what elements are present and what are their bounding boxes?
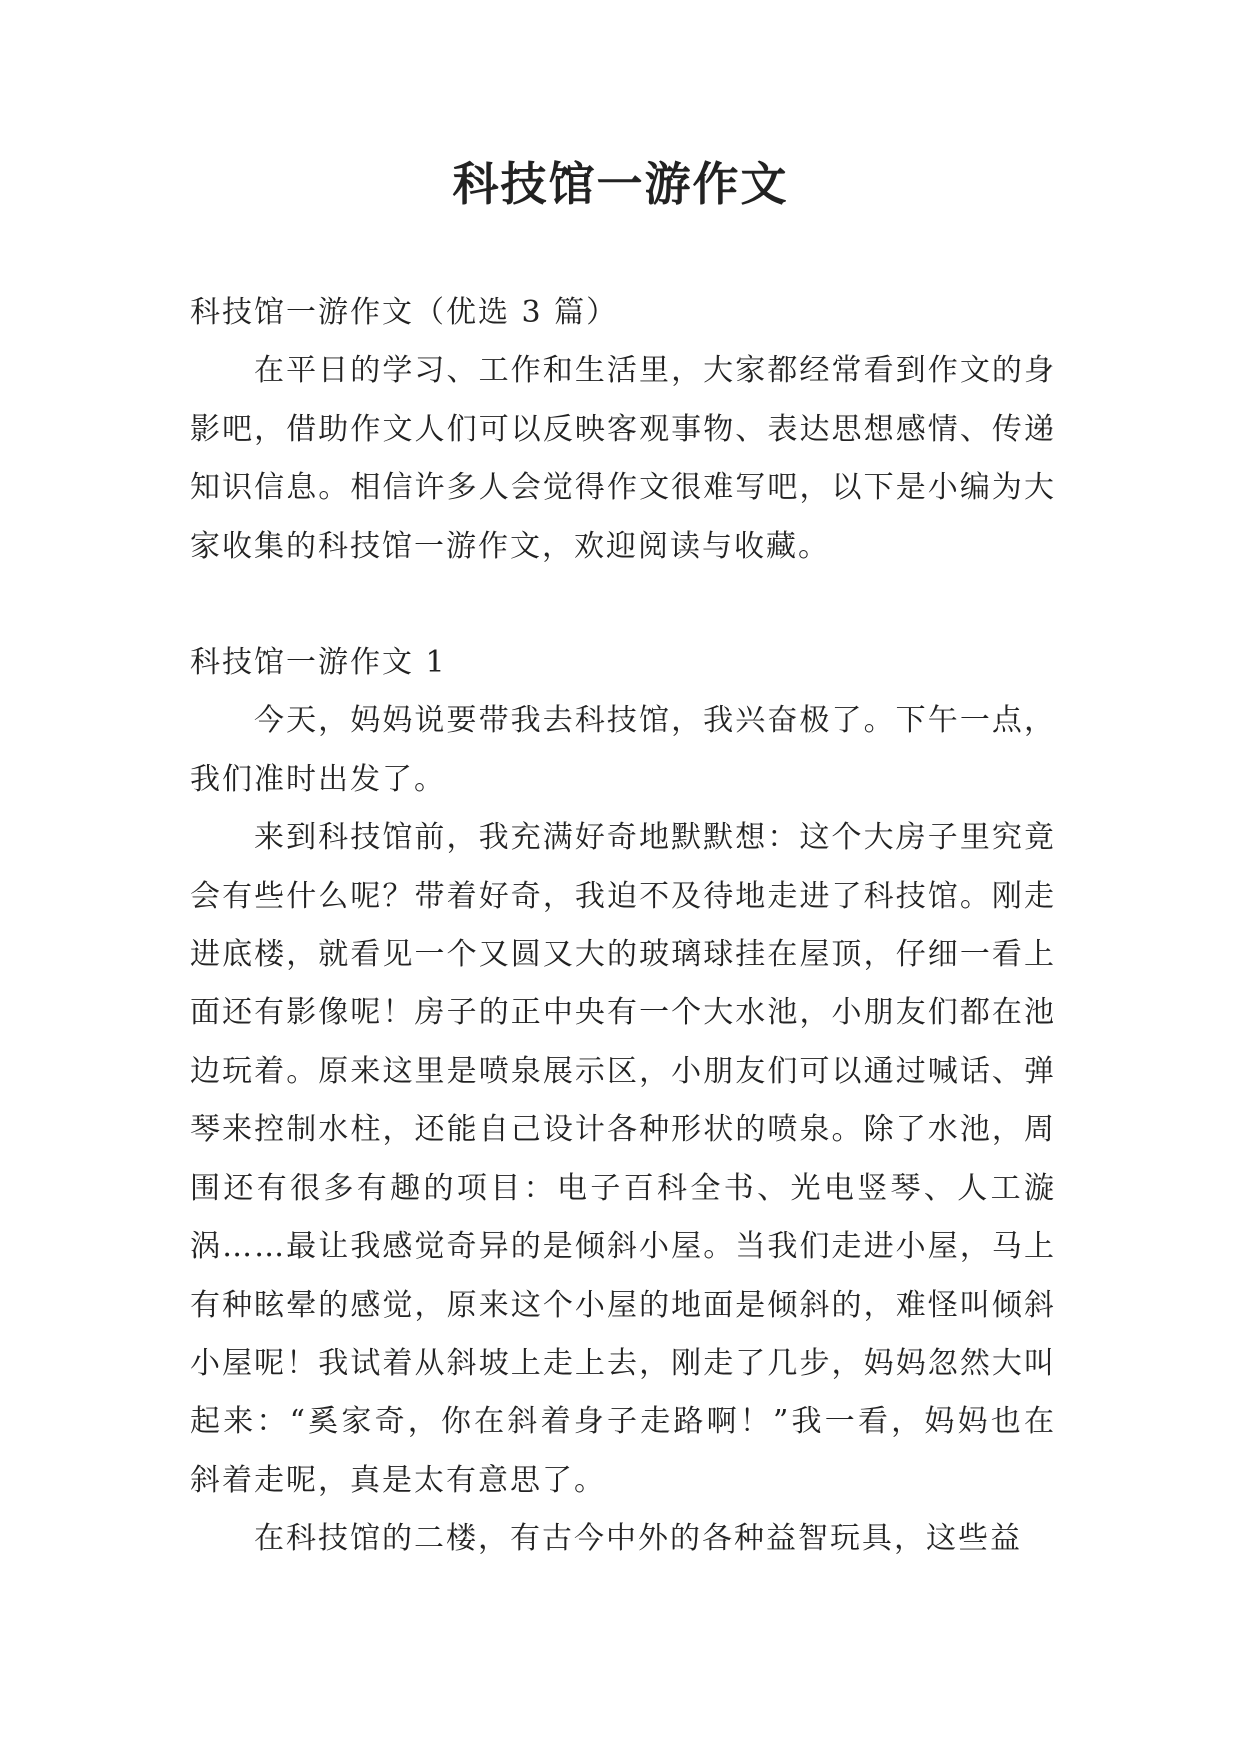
body-paragraph: 今天，妈妈说要带我去科技馆，我兴奋极了。下午一点，我们准时出发了。 xyxy=(190,703,1056,797)
section-spacer xyxy=(190,576,1056,634)
document-body xyxy=(190,284,1056,1569)
section-heading: 科技馆一游作文 1 xyxy=(190,645,447,681)
intro-paragraph: 在平日的学习、工作和生活里，大家都经常看到作文的身影吧，借助作文人们可以反映客观事物、表达思想感情、传递知识信息。相信许多人会觉得作文很难写吧，以下是小编为大家收集的科技馆一游作文，欢迎阅读与收藏。 xyxy=(190,353,1056,564)
body-paragraph: 在科技馆的二楼，有古今中外的各种益智玩具，这些益 xyxy=(254,1521,1022,1557)
document-subtitle: 科技馆一游作文（优选 3 篇） xyxy=(190,295,619,330)
document-title: 科技馆一游作文 xyxy=(452,157,789,211)
body-paragraph: 来到科技馆前，我充满好奇地默默想：这个大房子里究竟会有些什么呢？带着好奇，我迫不及待地走进了科技馆。刚走进底楼，就看见一个又圆又大的玻璃球挂在屋顶，仔细一看上面还有影像呢！房子的正中央有一个大水池，小朋友们都在池边玩着。原来这里是喷泉展示区，小朋友们可以通过喊话、弹琴来控制水柱，还能自己设计各种形状的喷泉。除了水池，周围还有很多有趣的项目：电子百科全书、光电竖琴、人工漩涡……最让我感觉奇异的是倾斜小屋。当我们走进小屋，马上有种眩晕的感觉，原来这个小屋的地面是倾斜的，难怪叫倾斜小屋呢！我试着从斜坡上走上去，刚走了几步，妈妈忽然大叫起来：“奚家奇，你在斜着身子走路啊！”我一看，妈妈也在斜着走呢，真是太有意思了。 xyxy=(190,820,1056,1498)
